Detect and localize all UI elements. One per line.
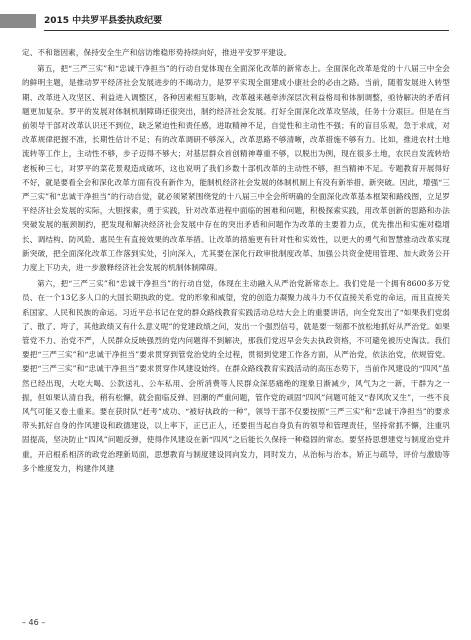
- page-number: – 46 –: [22, 618, 46, 627]
- running-header-title: 2015 中共罗平县委执政纪要: [44, 16, 163, 26]
- paragraph-sixth-point: 第六，把“三严三实”和“忠诚干净担当”的行动自觉，体现在主动融入从严治党新常态上。我们党是一个拥有8600多万党员、在一个13亿多人口的大国长期执政的党。党的形象和威望，党的创造力凝聚力战斗力不仅直接关系党的命运，而且直接关系国家、人民和民族的命运。习近平总书记在党的群众路线教育实践活动总结大会上的重要讲话，向全党发出了“如果我们党弱了、散了、垮了，其他政绩又有什么意义呢”的党建政绩之问，发出一个强烈信号，就是要一刻都不放松地抓好从严治党。如果管党不力、治党不严，人民群众反映强烈的党内问题得不到解决，那我们党迟早会失去执政资格，不可避免被历史淘汰。我们要把“三严三实”和“忠诚干净担当”要求贯穿到管党治党的全过程，贯彻到党建工作各方面，从严治党，依法治党，依规管党。要把“三严三实”和“忠诚干净担当”要求贯穿作风建设始终。在群众路线教育实践活动的高压态势下，当前作风建设的“四风”虽然已经出现，大吃大喝、公款送礼、公车私用、会所消费等人民群众深恶痛绝的现象日渐减少，风气为之一新，干群为之一振，但如果认清自我，稍有松懈，就会面临反弹、回潮的严重问题，管作党的顽固“四风”问题可能又“春风吹又生”，一些不良风气可能又卷土重来。要在获时队“赶考”成功、“被好执政的一种”，领导干部不仅要按照“三严三实”和“忠诚干净担当”的要求带头抓好自身的作风建设和政德建设，以上率下，正已正人，还要担当起自身负有的领导和管理责任，坚持常抓不懈，注重巩固提高，坚决防止“四风”问题反弹，使得作风建设在新“四风”之后能长久保持一种稳固的常态。要坚持思想建党与制度治党并重，开启根系相济的政党治理新局面，思想教育与制度建设同向发力，同时发力，从治标与治本，矫正与疏导，评价与激励等多个维度发力，构建作风建: [22, 279, 450, 473]
- page-header: [0, 0, 471, 42]
- paragraph-fifth-point: 第五，把“三严三实”和“忠诚干净担当”的行动自觉体现在全面深化改革的新常态上。全面深化改革是党的十八届三中全会的鲜明主题，是推动罗平经济社会发展进步的不竭动力，是罗平实现全面建成小康社会的必由之路。当前，随着发展进入转型期、改革进入攻坚区、利益进入调整区，各种因素相互影响，改革越来越牵涉深层次利益格局和体制调整，亟待解决的矛盾问题更加复杂。罗平的发展对体制机制障碍还很突出，制约经济社会发展。打好全面深化改革攻坚战，任务十分艰巨。但是在当前领导干部对改革认识还不到位，缺乏紧迫性和责任感，进取精神不足，自觉性和主动性不强；有的盲目乐观，急于求成，对改革规律把握不准，长期性估计不足；有的改革调研不够深入，改革思路不够清晰，改革措施不够有力。比如，推进农村土地流转等工作上，主动性不够，步子迈得不够大；对基层群众首创精神尊重不够，以脱出为例，现在很多土地，农民自发流转给老板种三七，对罗平的菜花景观造成破坏，这也说明了我们乡数十部机改革的主动性不够，担当精神不足。专题教育开展得好不好，就是要看全会和深化改革方面有没有新作为，能制机经济社会发展的体制机制上有没有新举措、新突破。因此，增强“三严三实”和“忠诚干净担当”的行动自觉，就必须紧紧围绕党的十八届三中全会所明确的全面深化改革基本框架和路线图，立足罗平经济社会发展的实际，大胆探索，勇于实践，针对改革进程中面临的困难和问题，积极探索实践，用改革创新的思路和办法突破发展的瓶颈制约，把发现和解决经济社会发展中存在的突出矛盾和问题作为改革的主要着力点，优先推出和实施对稳增长、调结构、防风险、惠民生有直接效果的改革举措。让改革的措施更有针对性和实效性，以更大的勇气和智慧推动改革实现新突破，把全面深化改革工作落到实处，引向深入，尤其要在深化行政审批制度改革、加强公共资金使用管理、加大政务公开力度上下功夫，进一步激释经济社会发展的机制体制障碍。: [22, 64, 450, 273]
- paragraph-continuation: 定、不和谐因素，保持安全生产和信访维稳形势持续向好，推进平安罗平建设。: [22, 48, 292, 57]
- header-rule-line: [44, 30, 449, 31]
- body-text: [22, 46, 450, 478]
- header-color-bar: [0, 14, 36, 28]
